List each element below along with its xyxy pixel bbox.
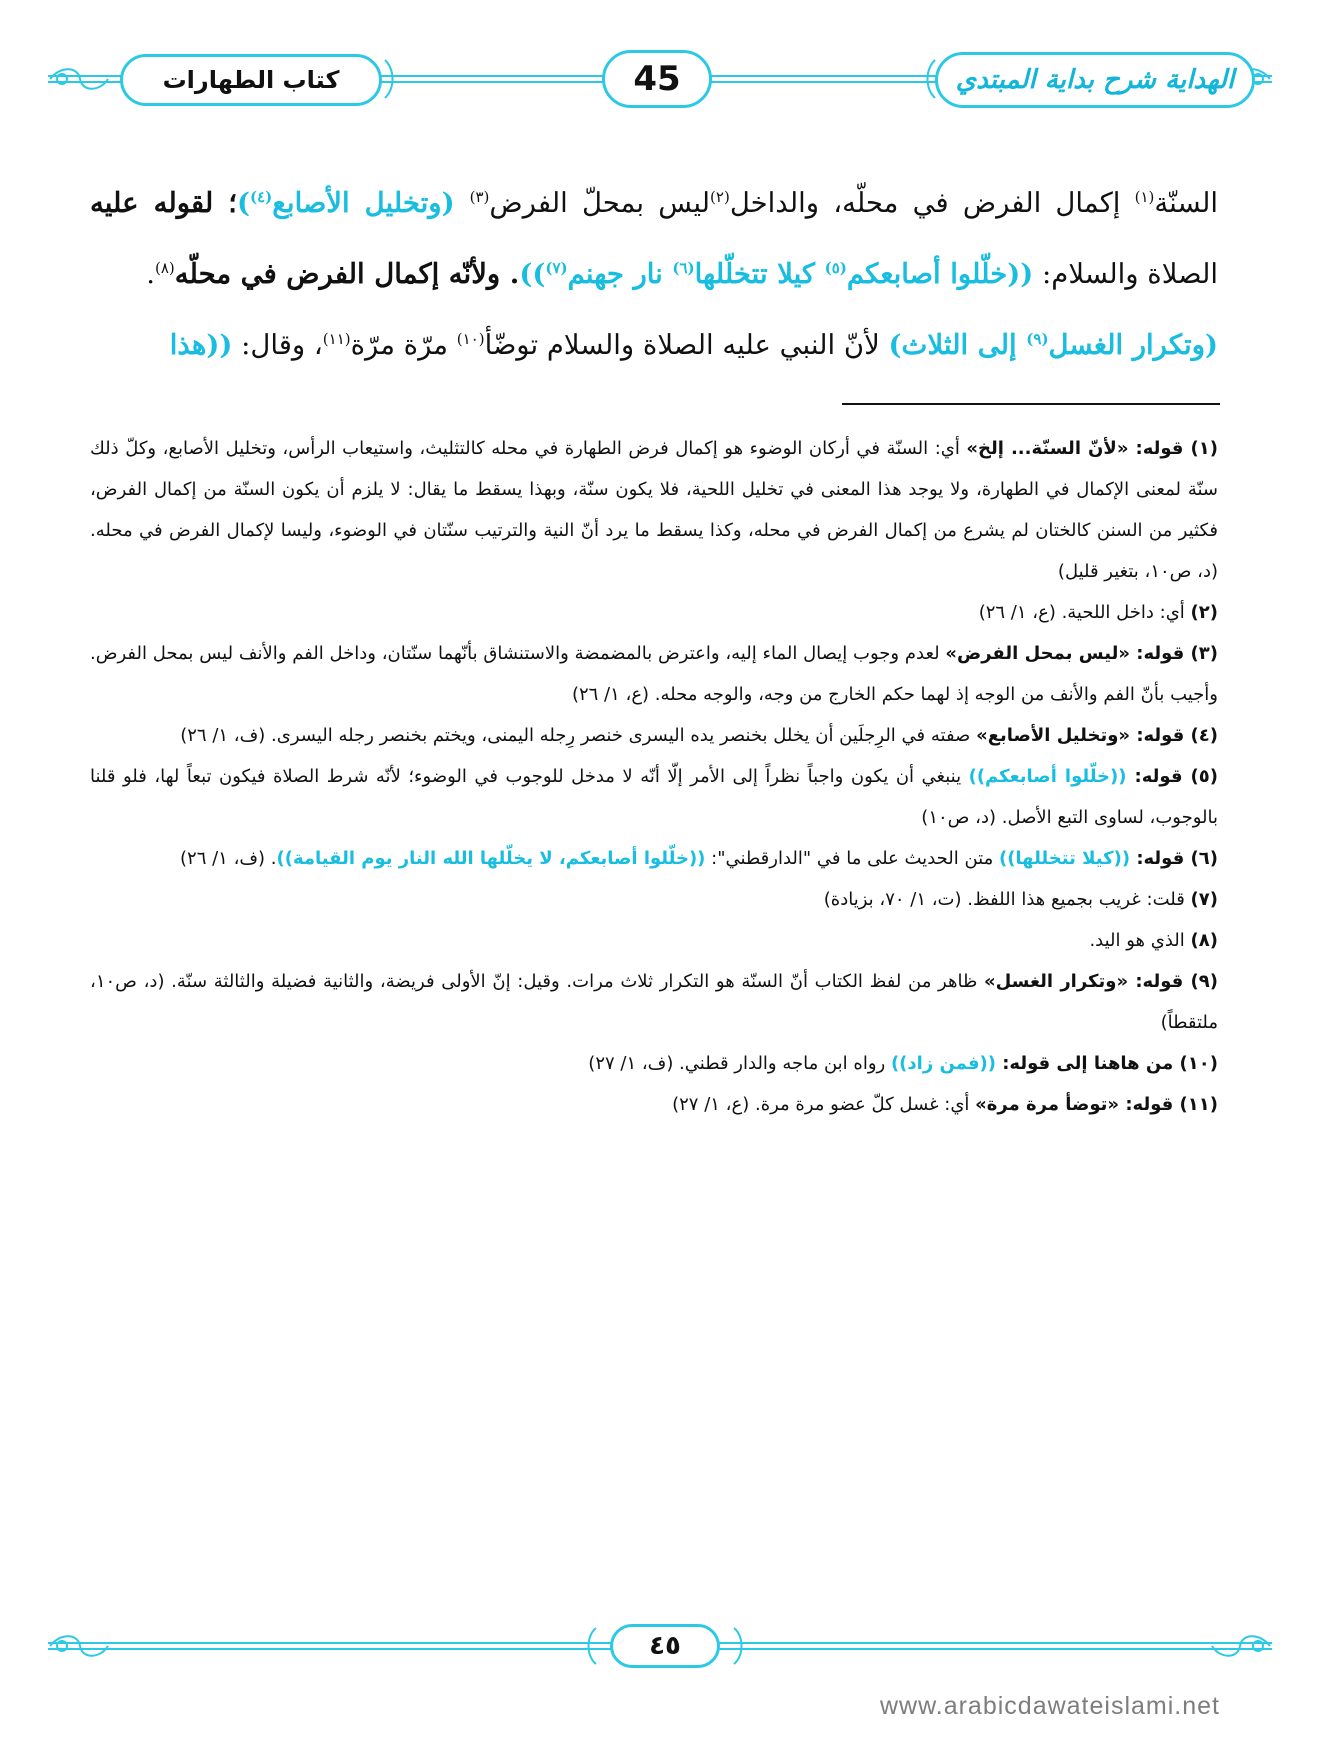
footnote-6 — [90, 838, 1218, 879]
footnote-label: من هاهنا إلى قوله: — [995, 1053, 1180, 1074]
matn-highlight: إلى الثلاث) — [888, 329, 1027, 361]
footnote-text: الذي هو اليد. — [1089, 930, 1191, 951]
footnote-ref: (٢) — [710, 187, 730, 206]
footnote-label: قوله: — [1128, 971, 1191, 992]
footnote-number: (٢) — [1190, 602, 1218, 623]
main-line-1 — [90, 168, 1218, 239]
hadith-highlight: ((هذا — [169, 329, 233, 361]
footnote-3 — [90, 633, 1218, 715]
footnote-number: (١) — [1190, 438, 1218, 459]
footnote-quote: «وتكرار الغسل» — [983, 971, 1129, 992]
footnote-text: لعدم وجوب إيصال الماء إليه، واعترض بالمضمضة والاستنشاق بأنّهما سنّتان، وداخل الفم والأنف ليس بمحل الفرض. وأجيب بأنّ الفم والأنف من الوجه إذ لهما حكم الخارج من وجه، والوجه محله. (ع، ١/ ٢٦) — [90, 643, 1218, 705]
footnote-separator — [842, 403, 1220, 405]
footnote-11 — [90, 1084, 1218, 1125]
book-title-banner — [935, 52, 1255, 108]
footer-page-number: ٤٥ — [610, 1624, 720, 1668]
footnote-quote: «لأنّ السنّة... إلخ» — [966, 438, 1129, 459]
footnote-hadith-quote: ((فمن زاد)) — [890, 1053, 996, 1074]
hadith-highlight: كيلا تتخلّلها — [694, 258, 825, 290]
footnote-number: (١٠) — [1179, 1053, 1218, 1074]
footnote-ref: (٦) — [672, 258, 695, 277]
footnote-ref: (٧) — [545, 258, 568, 277]
footnote-quote: «ليس بمحل الفرض» — [945, 643, 1130, 664]
page-number: 45 — [633, 59, 681, 99]
footnote-label: قوله: — [1130, 848, 1191, 869]
footnote-ref: (٩) — [1026, 329, 1049, 348]
text-run: ، وقال: — [232, 329, 323, 361]
footnote-10 — [90, 1043, 1218, 1084]
footnote-label: قوله: — [1130, 725, 1191, 746]
footnote-text: ينبغي أن يكون واجباً نظراً إلى الأمر إلّا أنّه لا مدخل للوجوب في الوضوء؛ لأنّه شرط الصلاة فيكون تبعاً لها، فلو قلنا بالوجوب، لساوى التبع الأصل. (د، ص١٠) — [90, 766, 1218, 828]
website-url: www.arabicdawateislami.net — [879, 1692, 1220, 1720]
page-number-box — [602, 50, 712, 108]
footnote-5 — [90, 756, 1218, 838]
footnote-ref: (١٠) — [456, 329, 485, 348]
hadith-highlight: )) — [519, 258, 546, 290]
matn-highlight: (وتكرار الغسل — [1048, 329, 1218, 361]
text-run: السنّة — [1154, 187, 1218, 219]
footnote-number: (١١) — [1179, 1094, 1218, 1115]
matn-highlight: ) — [236, 187, 250, 219]
footnote-label: قوله: — [1119, 1094, 1180, 1115]
text-run: ؛ لقوله عليه — [90, 187, 237, 219]
text-run: ليس بمحلّ الفرض — [489, 187, 711, 219]
footnote-number: (٩) — [1190, 971, 1219, 992]
section-title: كتاب الطهارات — [162, 66, 340, 94]
footnote-7 — [90, 879, 1218, 920]
footnotes — [90, 428, 1218, 1125]
main-line-3 — [90, 310, 1218, 381]
main-text — [90, 168, 1218, 381]
footnote-hadith-quote: ((خلّلوا أصابعكم، لا يخلّلها الله النار يوم القيامة)) — [276, 848, 706, 869]
main-line-2 — [90, 239, 1218, 310]
footnote-text: متن الحديث على ما في "الدارقطني": — [705, 848, 999, 869]
hadith-highlight: نار جهنم — [567, 258, 673, 290]
text-run: . ولأنّه إكمال الفرض في محلّه — [174, 258, 520, 290]
footnote-text: أي: غسل كلّ عضو مرة مرة. (ع، ١/ ٢٧) — [672, 1094, 976, 1115]
footnote-text: . (ف، ١/ ٢٦) — [180, 848, 277, 869]
footnote-8 — [90, 920, 1218, 961]
text-run: مرّة مرّة — [350, 329, 457, 361]
footnote-quote: «وتخليل الأصابع» — [976, 725, 1131, 746]
footnote-number: (٨) — [1190, 930, 1218, 951]
footnote-ref: (١) — [1134, 187, 1155, 206]
footnote-number: (٧) — [1190, 889, 1218, 910]
footnote-ref: (٥) — [824, 258, 847, 277]
footnote-ref: (٤) — [250, 187, 273, 206]
text-run: الصلاة والسلام: — [1033, 258, 1218, 290]
footnote-number: (٥) — [1190, 766, 1218, 787]
footnote-ref: (٨) — [154, 258, 175, 277]
footnote-ref: (٣) — [469, 187, 490, 206]
footnote-text: أي: السنّة في أركان الوضوء هو إكمال فرض الطهارة في محله كالتثليث، واستيعاب الرأس، وتخليل الأصابع، وكلّ ذلك سنّة لمعنى الإكمال في الطهارة، ولا يوجد هذا المعنى في تخليل اللحية، فلا يكون سنّة، وبهذا يسقط ما يقال: لا يلزم أن يكون السنّة من إكمال الفرض، فكثير من السنن كالختان لم يشرع من إكمال الفرض في محله، وكذا يسقط ما يرد أنّ النية والترتيب سنّتان في الوضوء، وليسا لإكمال الفرض في محله. (د، ص١٠، بتغير قليل) — [90, 438, 1218, 582]
footnote-1 — [90, 428, 1218, 592]
text-run: . — [146, 258, 155, 290]
footnote-quote: «توضأ مرة مرة» — [975, 1094, 1120, 1115]
hadith-highlight: ((خلّلوا أصابعكم — [846, 258, 1034, 290]
footnote-text: صفته في الرِجلَين أن يخلل بخنصر يده اليسرى خنصر رِجله اليمنى، ويختم بخنصر رجله اليسرى. (ف، ١/ ٢٦) — [180, 725, 977, 746]
text-run: لأنّ النبي عليه الصلاة والسلام توضّأ — [484, 329, 889, 361]
footnote-text: ظاهر من لفظ الكتاب أنّ السنّة هو التكرار ثلاث مرات. وقيل: إنّ الأولى فريضة، والثانية فضيلة والثالثة سنّة. (د، ص١٠، ملتقطاً) — [90, 971, 1218, 1033]
footnote-text: رواه ابن ماجه والدار قطني. (ف، ١/ ٢٧) — [588, 1053, 891, 1074]
footnote-label: قوله: — [1126, 766, 1191, 787]
footnote-label: قوله: — [1129, 643, 1191, 664]
matn-highlight: (وتخليل الأصابع — [272, 187, 470, 219]
footnote-text: أي: داخل اللحية. (ع، ١/ ٢٦) — [978, 602, 1191, 623]
footnote-9 — [90, 961, 1218, 1043]
book-title: الهداية شرح بداية المبتدي — [955, 65, 1235, 95]
footnote-hadith-quote: ((كيلا تتخللها)) — [998, 848, 1131, 869]
footnote-hadith-quote: ((خلّلوا أصابعكم)) — [968, 766, 1127, 787]
footnote-text: قلت: غريب بجميع هذا اللفظ. (ت، ١/ ٧٠، بزيادة) — [823, 889, 1191, 910]
footnote-number: (٦) — [1190, 848, 1218, 869]
footnote-number: (٣) — [1190, 643, 1219, 664]
text-run: إكمال الفرض في محلّه، والداخل — [729, 187, 1135, 219]
footnote-2 — [90, 592, 1218, 633]
section-title-box — [120, 54, 382, 106]
footnote-label: قوله: — [1128, 438, 1191, 459]
footnote-4 — [90, 715, 1218, 756]
footnote-number: (٤) — [1190, 725, 1218, 746]
footnote-ref: (١١) — [322, 329, 351, 348]
